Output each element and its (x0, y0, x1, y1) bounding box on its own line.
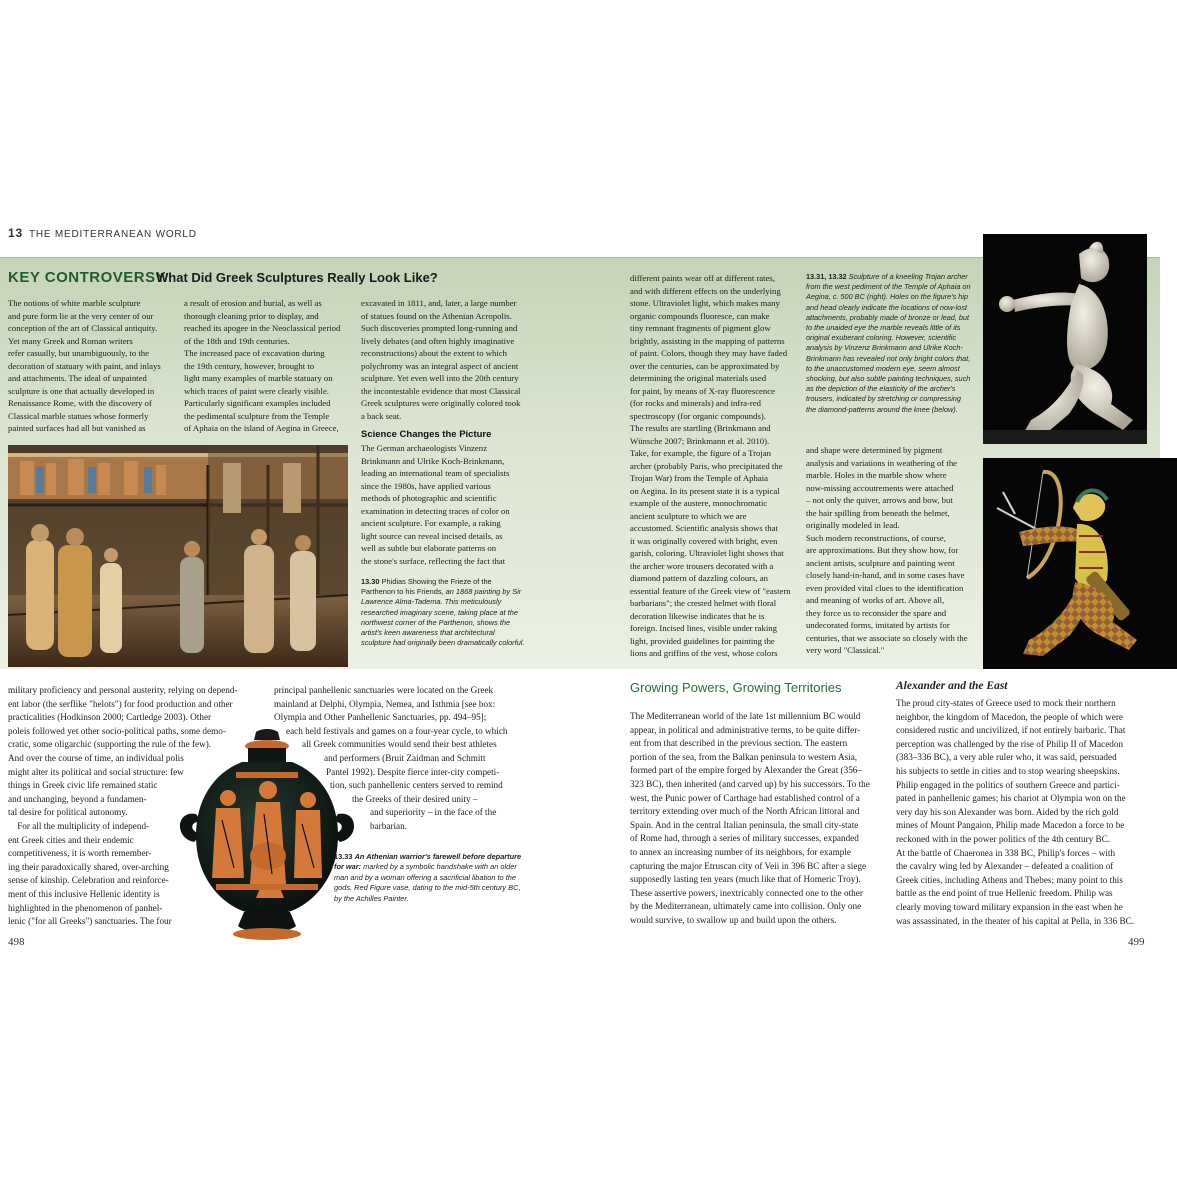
key-controversy-label: KEY CONTROVERSY (8, 269, 167, 286)
text-line: sense of kinship. Celebration and reinforce- (8, 875, 169, 886)
text-line: poleis followed yet other socio-political paths, some demo- (8, 725, 226, 736)
text-line: lenic ("for all Greeks") sanctuaries. The four (8, 916, 172, 927)
text-line: things in Greek civic life remained static (8, 780, 158, 791)
text-line: practicalities (Hodkinson 2000; Cartledge 2003). Other (8, 712, 212, 723)
box-column-4: different paints wear off at different rates, and with different effects on the underlying stone. Ultraviolet light, which makes many organic compounds fluoresce, can make tiny remnant fragments of pigment glow brightly, assisting in the mapping of patterns of paint. Colors, though they may have faded over the centuries, can be approximated by determining the original materials used for paint, by means of X-ray fluorescence (for rocks and minerals) and infra-red spectroscopy (for organic compounds). The results are startling (Brinkmann and Wünsche 2007; Brinkmann et al. 2010). Take, for example, the figure of a Trojan archer (probably Paris, who precipitated the Trojan War) from the Temple of Aphaia on Aegina. In its present state it is a typical example of the austere, monochromatic ancient sculpture to which we are accustomed. Scientific analysis shows that it was originally covered with bright, even garish, coloring. Ultraviolet light shows that the archer wore trousers decorated with a diamond pattern of dazzling colours, an essential feature of the Greek view of "eastern barbarians"; the crested helmet with floral decoration likewise indicates that he is foreign. Incised lines, visible under raking light, provided guidelines for painting the lions and griffins of the vest, whose colors (630, 273, 791, 658)
text-line: ment of this inclusive Hellenic identity is (8, 888, 160, 899)
text-line: ing their paradoxically shared, over-arching (8, 861, 169, 872)
box-column-3: excavated in 1811, and, later, a large number of statues found on the Athenian Acropolis. Such discoveries prompted long-running and lively debates (and often highly imaginative reconstructions) about the extent to which polychromy was an integral aspect of ancient sculpture. Yet even well into the 20th century the incontestable evidence that most Classical Greek sculptures were originally colored took a back seat. (361, 298, 521, 421)
text-line: each held festivals and games on a four-year cycle, to which (286, 725, 508, 736)
subheading-alexander: Alexander and the East (896, 680, 1008, 692)
box-column-3-continued: The German archaeologists Vinzenz Brinkmann and Ulrike Koch-Brinkmann, leading an international team of specialists since the 1980s, have applied various methods of photographic and scientific examination in detecting traces of color on ancient sculpture. For example, a raking light source can reveal incised details, as well as subtle but elaborate patterns on the stone's surface, reflecting the fact that (361, 443, 510, 566)
text-line: principal panhellenic sanctuaries were located on the Greek (274, 685, 494, 695)
alexander-body: The proud city-states of Greece used to mock their northern neighbor, the kingdom of Macedon, the people of which were considered rustic and uncivilized, if not entirely barbaric. That perception was challenged by the rise of Philip II of Macedon (383–336 BC), a very able ruler who, it was said, persuaded his subjects to settle in cities and to stop wearing sheepskins. Philip engaged in the politics of southern Greece and partici- pated in panhellenic games; his chariot at Olympia won on the very day his son Alexander was born. Aided by the rich gold mines of Mount Pangaion, Philip made Macedon a force to be reckoned with in the power politics of the 4th century BC. At the battle of Chaeronea in 338 BC, Philip's forces – with the cavalry wing led by Alexander – defeated a coalition of Greek cities, including Athens and Thebes; many point to this battle as the end point of true Hellenic freedom. Philip was clearly moving toward military expansion in the east when he was assassinated, in the theater of his capital at Pella, in 336 BC. (896, 698, 1135, 926)
running-head (8, 226, 197, 240)
text-line: ent Greek cities and their endemic (8, 834, 134, 845)
text-line: competitiveness, it is worth remember- (8, 848, 152, 859)
page-number-right: 499 (1128, 936, 1145, 948)
text-line: tion, such panhellenic centers served to remind (330, 780, 503, 791)
box-column-1: The notions of white marble sculpture and pure form lie at the very center of our conception of the art of Classical antiquity. Yet many Greek and Roman writers refer casually, but unambiguously, to the decoration of statuary with paint, and inlays and attachments. The ideal of unpainted sculpture is one that actually developed in Renaissance Rome, with the discovery of Classical marble statues whose formerly painted surfaces had all but vanished as (8, 298, 161, 433)
section-heading-growing-powers: Growing Powers, Growing Territories (630, 680, 842, 695)
key-controversy-title: What Did Greek Sculptures Really Look Like? (156, 270, 438, 285)
text-line: ent labor (the serflike "helots") for food production and other (8, 698, 233, 709)
text-line: all Greek communities would send their best athletes (302, 739, 497, 750)
red-figure-vase-image (176, 728, 358, 944)
caption-number: 13.31, 13.32 (806, 272, 847, 281)
text-line: For all the multiplicity of independ- (8, 820, 150, 831)
caption-text: marked by a symbolic handshake with an older man and by a woman offering a sacrificial libation to the gods. Red Figure vase, dating to the mid-5th century BC, by the Achilles Painter. (334, 862, 521, 903)
painting-phidias-frieze-image (8, 445, 348, 667)
text-line: and performers (Bruit Zaidman and Schmitt (324, 752, 486, 763)
text-line: highlighted in the phenomenon of panhel- (8, 902, 163, 913)
caption-13-30 (361, 577, 526, 648)
text-line: and superiority – in the face of the (370, 807, 497, 818)
chapter-number: 13 (8, 226, 23, 240)
text-line: mainland at Delphi, Olympia, Nemea, and Isthmia [see box: (274, 698, 496, 709)
text-line: Pantel 1992). Despite fierce inter-city competi- (326, 766, 500, 777)
growing-powers-body: The Mediterranean world of the late 1st millennium BC would appear, in political and administrative terms, to be quite differ- ent from that described in the previous section. The eastern portion of the sea, from the Balkan peninsula to western Asia, formed part of the empire forged by Alexander the Great (356– 323 BC), then inherited (and carved up) by his successors. To the west, the Punic power of Carthage had established control of a territory extending over much of the North African littoral and Spain. And in the central Italian peninsula, the small city-state of Rome had, through a series of military successes, expanded to annex an increasing number of its neighbors, for example capturing the major Etruscan city of Veii in 396 BC after a siege supposedly lasting ten years (much like that of Homeric Troy). These assertive powers, inextricably connected one to the other by the Mediterranean, ultimately came into collision. Only one would survive, to swallow up and build upon the others. (630, 711, 870, 925)
painted-archer-reconstruction-image (983, 458, 1177, 669)
chapter-title: THE MEDITERRANEAN WORLD (28, 229, 197, 240)
box-column-5: and shape were determined by pigment analysis and variations in weathering of the marble. Holes in the marble show where now-missing accoutrements were attached – not only the quiver, arrows and bow, but the hair spilling from beneath the helmet, originally modeled in lead. Such modern reconstructions, of course, are approximations. But they show how, for ancient artists, sculpture and painting went closely hand-in-hand, and in some cases have even provided vital clues to the identification and meaning of works of art. Above all, they force us to reconsider the spare and undecorated forms, imitated by artists for centuries, that we associate so closely with the very word "Classical." (806, 445, 968, 655)
text-line: Olympia and Other Panhellenic Sanctuaries, pp. 494–95]; (274, 712, 487, 723)
text-line: might alter its political and social structure: few (8, 766, 184, 777)
caption-number: 13.30 (361, 577, 380, 586)
box-column-2: a result of erosion and burial, as well as thorough cleaning prior to display, and reached its apogee in the Neoclassical period of the 18th and 19th centuries. The increased pace of excavation during the 19th century, however, brought to light many examples of marble statuary on which traces of paint were clearly visible. Particularly significant examples included the pedimental sculpture from the Temple of Aphaia on the island of Aegina in Greece, (184, 298, 341, 433)
text-line: the Greeks of their desired unity – (352, 793, 478, 804)
text-line: military proficiency and personal austerity, relying on depend- (8, 685, 238, 695)
text-line: And over the course of time, an individual polis (8, 752, 184, 763)
caption-13-31-13-32 (806, 272, 971, 415)
text-line: cratic, some oligarchic (supporting the rule of the few). (8, 739, 212, 750)
caption-13-33 (334, 852, 524, 904)
text-line: and unchanging, beyond a fundamen- (8, 793, 147, 804)
science-subheading: Science Changes the Picture (361, 429, 492, 440)
caption-text: Sculpture of a kneeling Trojan archer from the west pediment of the Temple of Aphaia on Aegina, c. 500 BC (right). Holes on the figure's hip and head clearly indicate the locations of now-lost attachments, probably made of bronze or lead, but to the unaided eye the marble reveals little of its original exuberant coloring. However, scientific analysis by Vinzenz Brinkmann and Ulrike Koch-Brinkmann has revealed not only bright colors that, to the unaccustomed modern eye, seem almost shocking, but also subtle painting techniques, such as the depiction of the elasticity of the archer's trousers, indicated by stretching or compressing the diamond-patterns around the knee (below). (806, 272, 971, 414)
caption-lead: An Athenian warrior's farewell before departure for war: (334, 852, 522, 872)
page-number-left: 498 (8, 936, 25, 948)
text-line: barbarian. (370, 820, 407, 831)
text-line: tal desire for political autonomy. (8, 807, 128, 818)
caption-lead: Phidias Showing the Frieze of the Parthenon to his Friends (361, 577, 492, 597)
marble-archer-sculpture-image (983, 234, 1147, 444)
caption-number: 13.33 (334, 852, 353, 861)
caption-text: , an 1868 painting by Sir Lawrence Alma-Tadema. This meticulously researched imaginary scene, taking place at the northwest corner of the Parthenon, shows the artist's keen awareness that architectural sculpture had originally been dramatically colorful. (361, 587, 525, 648)
